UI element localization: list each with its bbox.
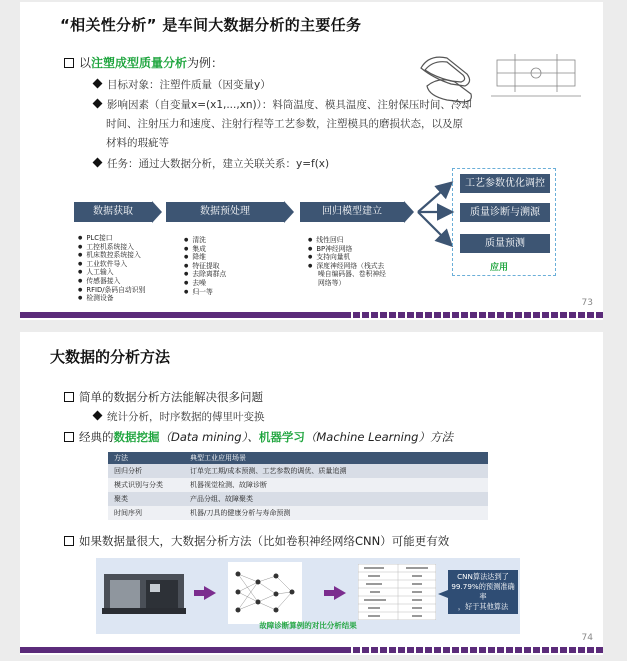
table-cell: 时间序列 bbox=[108, 506, 184, 520]
slide-title: 大数据的分析方法 bbox=[50, 348, 171, 366]
point-text: 如果数据量很大，大数据分析方法（比如卷积神经网络CNN）可能更有效 bbox=[79, 534, 450, 548]
diamond-bullet-icon bbox=[93, 99, 103, 109]
diamond-bullet-icon bbox=[93, 158, 103, 168]
table-cell: 订单完工期/成本预测、工艺参数的调优、质量追溯 bbox=[184, 464, 488, 478]
cnn-comparison-panel bbox=[96, 558, 520, 634]
highlight-machine-learning: 机器学习 bbox=[258, 430, 305, 444]
bullet-factors-3: 材料的瑕疵等 bbox=[106, 137, 169, 149]
list-item: ● 归一等 bbox=[184, 288, 226, 297]
square-bullet-icon bbox=[64, 536, 74, 546]
heading-prefix: 以 bbox=[79, 56, 92, 70]
table-row bbox=[108, 464, 488, 478]
flow-arrow-icon bbox=[284, 201, 294, 223]
list-item: ● 深度神经网络（栈式去 bbox=[308, 262, 386, 271]
arrow-right-icon bbox=[334, 586, 346, 600]
flow-arrow-icon bbox=[404, 201, 414, 223]
bullet-task bbox=[92, 155, 329, 173]
diamond-bullet-icon bbox=[93, 411, 103, 421]
slide-74 bbox=[20, 332, 603, 655]
flow-arrow-icon bbox=[152, 201, 162, 223]
list-item: ● 集成 bbox=[184, 245, 226, 254]
flow-preprocessing: 数据预处理 bbox=[166, 202, 284, 222]
slide-title: “相关性分析” 是车间大数据分析的主要任务 bbox=[60, 16, 362, 34]
methods-table bbox=[108, 452, 488, 520]
flow-regression-model: 回归模型建立 bbox=[300, 202, 404, 222]
list-item: ● 去噪 bbox=[184, 279, 226, 288]
list-item-cont: 网络等） bbox=[318, 278, 346, 287]
heading-highlight: 注塑成型质量分析 bbox=[91, 56, 188, 70]
point-classic-methods bbox=[64, 428, 453, 446]
page-number: 73 bbox=[581, 298, 593, 308]
list-item: ● 降维 bbox=[184, 253, 226, 262]
section-heading bbox=[64, 54, 223, 72]
neural-network-icon bbox=[228, 562, 302, 624]
acquisition-list bbox=[78, 234, 145, 303]
table-header-row bbox=[108, 452, 488, 464]
sub-statistics bbox=[92, 408, 265, 426]
page-number: 74 bbox=[581, 633, 593, 643]
square-bullet-icon bbox=[64, 392, 74, 402]
callout-line: ，好于其他算法 bbox=[457, 602, 509, 611]
point-text: 简单的数据分析方法能解决很多问题 bbox=[79, 390, 263, 404]
table-cell: 机器视觉检测、故障诊断 bbox=[184, 478, 488, 492]
table-cell: 模式识别与分类 bbox=[108, 478, 184, 492]
list-item: ● BP神经网络 bbox=[308, 245, 386, 254]
app-quality-diagnosis: 质量诊断与溯源 bbox=[460, 203, 550, 222]
table-header: 方法 bbox=[108, 452, 184, 464]
machine-tool-image bbox=[102, 568, 186, 616]
list-item: ● RFID/条码自动识别 bbox=[78, 286, 145, 295]
table-header: 典型工业应用场景 bbox=[184, 452, 488, 464]
applications-label: 应用 bbox=[490, 263, 509, 273]
square-bullet-icon bbox=[64, 58, 74, 68]
heading-suffix: 为例： bbox=[187, 56, 224, 70]
list-item: ● 支持向量机 bbox=[308, 253, 386, 262]
bullet-factors-1 bbox=[92, 96, 472, 114]
list-item: ● 线性回归 bbox=[308, 236, 386, 245]
flow-data-acquisition: 数据获取 bbox=[74, 202, 152, 222]
table-row bbox=[108, 478, 488, 492]
table-cell: 聚类 bbox=[108, 492, 184, 506]
table-cell: 回归分析 bbox=[108, 464, 184, 478]
app-quality-prediction: 质量预测 bbox=[460, 234, 550, 253]
square-bullet-icon bbox=[64, 432, 74, 442]
bullet-text: 目标对象：注塑件质量（因变量y） bbox=[107, 79, 271, 91]
cnn-callout bbox=[448, 572, 518, 612]
arrow-right-icon bbox=[204, 586, 216, 600]
results-table-thumbnail bbox=[358, 564, 436, 620]
model-list bbox=[308, 236, 386, 288]
table-cell: 产品分组、故障聚类 bbox=[184, 492, 488, 506]
table-row bbox=[108, 492, 488, 506]
preprocessing-list bbox=[184, 236, 226, 296]
list-item: ● 人工输入 bbox=[78, 268, 145, 277]
callout-line: CNN算法达到了 bbox=[457, 572, 509, 581]
list-item-cont: 噪自编码器、卷积神经 bbox=[318, 270, 386, 279]
machine-learning-en: （Machine Learning）方法 bbox=[304, 430, 453, 444]
data-mining-en: （Data mining）、 bbox=[159, 430, 259, 444]
table-row bbox=[108, 506, 488, 520]
footer-bar bbox=[20, 312, 603, 318]
point-text: 经典的 bbox=[79, 430, 114, 444]
list-item: ● 检测设备 bbox=[78, 294, 145, 303]
bullet-text: 影响因素（自变量x=(x1,...,xn)）：料筒温度、模具温度、注射保压时间、冷却 bbox=[107, 99, 472, 111]
app-process-optimization: 工艺参数优化调控 bbox=[460, 174, 550, 193]
bullet-target bbox=[92, 76, 271, 94]
table-cell: 机器/刀具的健康分析与寿命预测 bbox=[184, 506, 488, 520]
list-item: ● 去除离群点 bbox=[184, 270, 226, 279]
bullet-text: 任务：通过大数据分析，建立关联关系：y=f(x) bbox=[107, 158, 330, 170]
point-big-data bbox=[64, 532, 449, 550]
list-item: ● 工业软件导入 bbox=[78, 260, 145, 269]
highlight-data-mining: 数据挖掘 bbox=[113, 430, 160, 444]
bullet-factors-2: 时间、注射压力和速度、注射行程等工艺参数，注塑模具的磨损状态，以及原 bbox=[106, 118, 463, 130]
panel-caption: 故障诊断算例的对比分析结果 bbox=[259, 621, 357, 630]
diamond-bullet-icon bbox=[93, 79, 103, 89]
list-item: ● PLC接口 bbox=[78, 234, 145, 243]
sub-text: 统计分析，时序数据的傅里叶变换 bbox=[107, 411, 265, 423]
footer-bar bbox=[20, 647, 603, 653]
list-item: ● 清洗 bbox=[184, 236, 226, 245]
list-item: ● 传感器接入 bbox=[78, 277, 145, 286]
list-item: ● 特征提取 bbox=[184, 262, 226, 271]
list-item: ● 机床数控系统接入 bbox=[78, 251, 145, 260]
point-simple-methods bbox=[64, 388, 263, 406]
callout-line: 99.79%的预测准确率 bbox=[451, 582, 515, 601]
slide-73 bbox=[20, 2, 603, 320]
list-item: ● 工控机系统接入 bbox=[78, 243, 145, 252]
